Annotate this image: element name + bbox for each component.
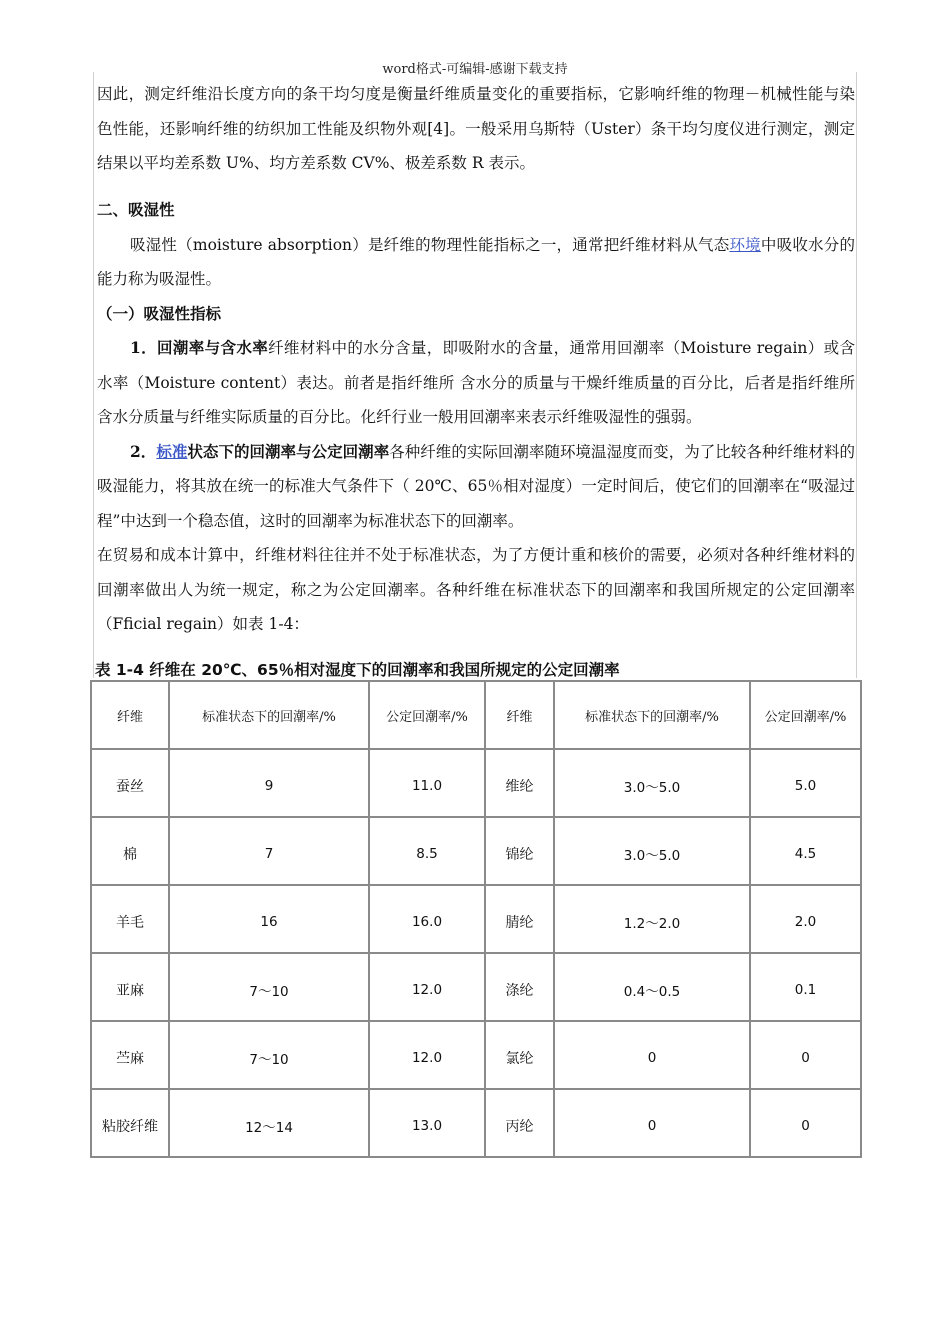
fiber-name: 亚麻 (116, 983, 144, 999)
table-cell (554, 749, 750, 817)
paragraph-item2 (97, 435, 855, 539)
fiber-name: 棉 (123, 847, 137, 863)
regain-value: 12～14 (245, 1120, 293, 1136)
table-title: 表 1-4 纤维在 20℃、65％相对湿度下的回潮率和我国所规定的公定回潮率 (95, 661, 620, 679)
table-cell (369, 749, 485, 817)
table-cell (750, 817, 861, 885)
table-row (91, 749, 861, 817)
header-cell: 纤维 (91, 681, 169, 749)
regain-value: 0.4～0.5 (623, 984, 681, 1000)
regain-value: 3.0～5.0 (623, 780, 681, 796)
regain-value: 0 (801, 1050, 810, 1066)
paragraph-moisture (97, 228, 855, 297)
table-cell (750, 1021, 861, 1089)
regain-value: 7～10 (249, 984, 289, 1000)
fiber-name: 丙纶 (505, 1119, 534, 1135)
regain-value: 9 (264, 778, 274, 794)
header-cell: 标准状态下的回潮率/% (554, 681, 750, 749)
table-cell (169, 817, 369, 885)
regain-value: 11.0 (411, 778, 443, 794)
regain-value: 16 (260, 914, 278, 930)
regain-value: 3.0～5.0 (623, 848, 681, 864)
regain-value: 12.0 (411, 1050, 443, 1066)
table-cell (91, 1089, 169, 1157)
body-text (97, 77, 855, 181)
regain-value: 0 (647, 1050, 657, 1066)
table-cell (369, 885, 485, 953)
table-cell (369, 1089, 485, 1157)
fiber-name: 涤纶 (505, 983, 534, 999)
section-moisture (97, 193, 855, 642)
header-cell: 标准状态下的回潮率/% (169, 681, 369, 749)
regain-value: 8.5 (416, 846, 438, 862)
table-cell (750, 1089, 861, 1157)
subsection-heading: （一）吸湿性指标 (97, 303, 222, 323)
header-cell: 公定回潮率/% (369, 681, 485, 749)
table-cell (369, 953, 485, 1021)
table-cell (485, 953, 554, 1021)
fiber-name: 苎麻 (116, 1051, 144, 1067)
fiber-name: 氯纶 (505, 1051, 534, 1067)
table-cell (91, 885, 169, 953)
paragraph-official-regain: 在贸易和成本计算中，纤维材料往往并不处于标准状态，为了方便计重和核价的需要，必须对各种纤维材料的回潮率做出人为统一规定，称之为公定回潮率。各种纤维在标准状态下的回潮率和我国所规定的公定回潮率（Fficial regain）如表 1-4： (97, 546, 855, 633)
regain-value: 16.0 (411, 914, 443, 930)
table-row (91, 953, 861, 1021)
table-cell (485, 749, 554, 817)
table-cell (91, 1021, 169, 1089)
regain-value: 13.0 (411, 1118, 443, 1134)
table-cell (485, 1021, 554, 1089)
link-standard[interactable]: 标准 (156, 441, 188, 461)
regain-value: 0.1 (794, 982, 817, 998)
fiber-name: 腈纶 (505, 915, 534, 931)
table-cell (91, 953, 169, 1021)
table-cell (554, 1089, 750, 1157)
table-cell (169, 749, 369, 817)
item2-text: 各种纤维的实际回潮率随环境温湿度而变，为了比较各种纤维材料的吸湿能力，将其放在统一的标准大气条件下（ 20℃、65％相对湿度）一定时间后，使它们的回潮率在“吸湿过程”中达到一个稳态值，这时的回潮率为标准状态下的回潮率。 (97, 442, 855, 530)
item1-title: 1．回潮率与含水率 (130, 338, 269, 357)
regain-value: 5.0 (794, 778, 817, 794)
table-cell (485, 1089, 554, 1157)
regain-value: 0 (647, 1118, 657, 1134)
table-cell (554, 953, 750, 1021)
regain-value: 0 (801, 1118, 810, 1134)
regain-value: 7～10 (249, 1052, 289, 1068)
regain-value: 2.0 (794, 914, 817, 930)
table-cell (169, 1089, 369, 1157)
regain-value: 4.5 (794, 846, 817, 862)
link-environment[interactable]: 环境 (729, 235, 761, 254)
table-cell (750, 749, 861, 817)
fiber-name: 锦纶 (505, 847, 534, 863)
table-row (91, 817, 861, 885)
table-cell (554, 1021, 750, 1089)
table-cell (750, 885, 861, 953)
page-header: word格式-可编辑-感谢下载支持 (382, 62, 568, 77)
table-cell (369, 817, 485, 885)
fiber-name: 粘胶纤维 (102, 1119, 158, 1135)
paragraph-uniformity: 因此，测定纤维沿长度方向的条干均匀度是衡量纤维质量变化的重要指标，它影响纤维的物理－机械性能与染色性能，还影响纤维的纺织加工性能及织物外观[4]。一般采用乌斯特（Uster）条干均匀度仪进行测定，测定结果以平均差系数 U%、均方差系数 CV%、极差系数 R 表示。 (97, 85, 855, 172)
paragraph-moisture-a: 吸湿性（moisture absorption）是纤维的物理性能指标之一，通常把纤维材料从气态 (130, 235, 730, 254)
table-header-row (91, 681, 861, 749)
table-cell (750, 953, 861, 1021)
paragraph-item1 (97, 331, 855, 435)
paragraph-moisture-b: 中吸收水分的能力称为吸湿性。 (97, 235, 855, 288)
table-row (91, 1089, 861, 1157)
table-cell (485, 817, 554, 885)
fiber-name: 蚕丝 (116, 779, 144, 795)
regain-table (90, 680, 862, 1158)
table-cell (485, 885, 554, 953)
table-row (91, 1021, 861, 1089)
regain-value: 1.2～2.0 (623, 916, 681, 932)
section-heading: 二、吸湿性 (97, 200, 175, 219)
header-cell: 纤维 (485, 681, 554, 749)
table-cell (554, 885, 750, 953)
table-cell (554, 817, 750, 885)
table-row (91, 885, 861, 953)
table-cell (169, 885, 369, 953)
header-cell: 公定回潮率/% (750, 681, 861, 749)
regain-value: 12.0 (411, 982, 443, 998)
table-cell (169, 953, 369, 1021)
table-cell (91, 817, 169, 885)
item2-title: 状态下的回潮率与公定回潮率 (187, 441, 390, 461)
fiber-name: 维纶 (505, 779, 534, 795)
item2-num: 2． (130, 441, 157, 461)
fiber-name: 羊毛 (116, 915, 144, 931)
regain-value: 7 (264, 846, 274, 862)
table-cell (369, 1021, 485, 1089)
table-cell (91, 749, 169, 817)
table-cell (169, 1021, 369, 1089)
item1-text: 纤维材料中的水分含量，即吸附水的含量，通常用回潮率（Moisture regain）或含水率（Moisture content）表达。前者是指纤维所 含水分的质量与干燥纤维质量的百分比，后者是指纤维所含水分质量与纤维实际质量的百分比。化纤行业一般用回潮率来表示纤维吸湿性的强弱。 (97, 339, 855, 426)
